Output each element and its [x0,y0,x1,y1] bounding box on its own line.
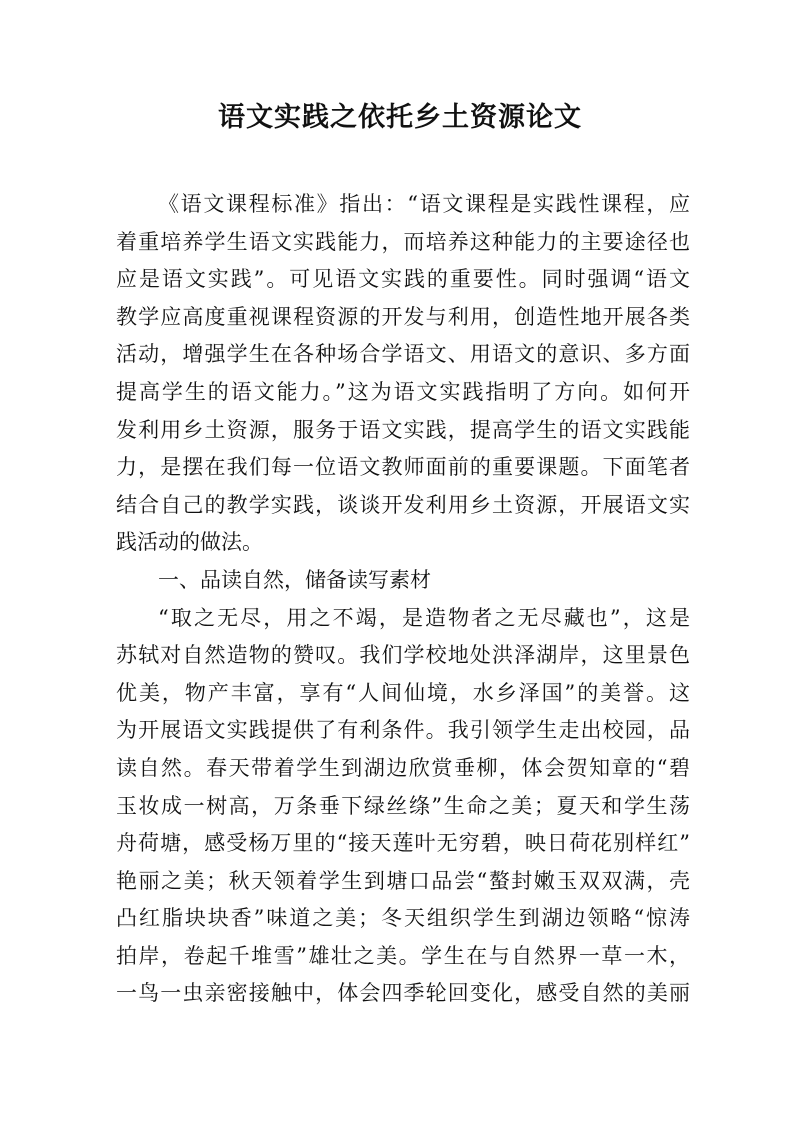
paragraph-line: 苏轼对自然造物的赞叹。我们学校地处洪泽湖岸，这里景色 [116,643,690,668]
paragraph-line: 活动，增强学生在各种场合学语文、用语文的意识、多方面 [116,342,690,367]
paragraph-line: 《语文课程标准》指出：“语文课程是实践性课程，应 [158,192,690,216]
paragraph-line: 一鸟一虫亲密接触中，体会四季轮回变化，感受自然的美丽 [116,981,690,1006]
paragraph-line: 为开展语文实践提供了有利条件。我引领学生走出校园，品 [116,718,690,743]
paragraph-line: 践活动的做法。 [116,530,263,555]
paragraph-line: 优美，物产丰富，享有“人间仙境，水乡泽国”的美誉。这 [116,680,690,705]
paragraph-line: 教学应高度重视课程资源的开发与利用，创造性地开展各类 [116,304,690,329]
paragraph-line: 舟荷塘，感受杨万里的“接天莲叶无穷碧，映日荷花别样红” [116,831,690,856]
paragraph-line: 着重培养学生语文实践能力，而培养这种能力的主要途径也 [116,229,690,254]
paragraph-line: 结合自己的教学实践，谈谈开发利用乡土资源，开展语文实 [116,492,690,517]
paragraph-line: 拍岸，卷起千堆雪”雄壮之美。学生在与自然界一草一木， [116,943,690,968]
section-heading: 一、品读自然，储备读写素材 [158,567,431,592]
paragraph-line: 应是语文实践”。可见语文实践的重要性。同时强调“语文 [116,267,690,292]
paragraph-line: 读自然。春天带着学生到湖边欣赏垂柳，体会贺知章的“碧 [116,755,690,780]
paragraph-line: 发利用乡土资源，服务于语文实践，提高学生的语文实践能 [116,417,690,442]
document-body [116,186,690,1013]
paragraph-line: 凸红脂块块香”味道之美；冬天组织学生到湖边领略“惊涛 [116,906,690,931]
document-title: 语文实践之依托乡土资源论文 [218,102,582,133]
paragraph-line: “取之无尽，用之不竭，是造物者之无尽藏也”，这是 [158,605,690,630]
paragraph-line: 提高学生的语文能力。”这为语文实践指明了方向。如何开 [116,379,690,404]
paragraph-line: 力，是摆在我们每一位语文教师面前的重要课题。下面笔者 [116,455,690,480]
paragraph-line: 艳丽之美；秋天领着学生到塘口品尝“螯封嫩玉双双满，壳 [116,868,690,893]
paragraph-line: 玉妆成一树高，万条垂下绿丝绦”生命之美；夏天和学生荡 [116,793,690,818]
